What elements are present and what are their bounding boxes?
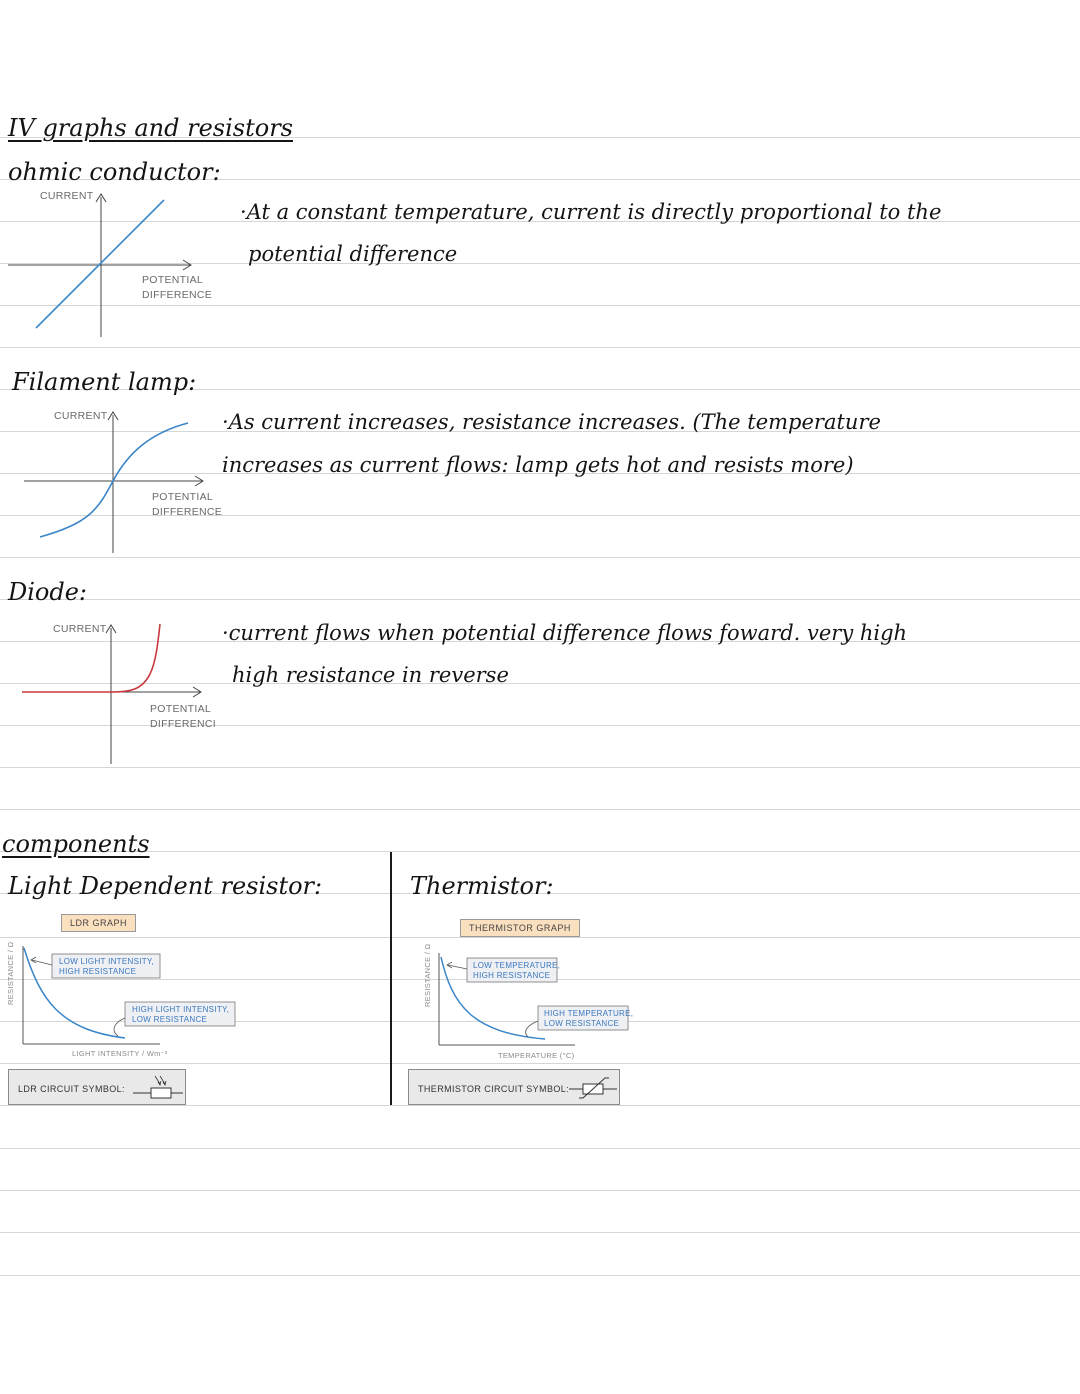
thermistor-symbol-label: THERMISTOR CIRCUIT SYMBOL: bbox=[418, 1084, 570, 1094]
x-axis-label-2: DIFFERENCE bbox=[142, 289, 213, 301]
y-axis-label: CURRENT bbox=[40, 190, 94, 202]
ruled-line bbox=[0, 557, 1080, 558]
column-divider bbox=[390, 852, 392, 1105]
ruled-line bbox=[0, 1232, 1080, 1233]
thermistor-callout-1-line2: HIGH RESISTANCE bbox=[473, 971, 551, 980]
page-title: IV graphs and resistors bbox=[8, 114, 293, 142]
ldr-callout-1-line1: LOW LIGHT INTENSITY, bbox=[59, 957, 155, 966]
x-axis-label-2: DIFFERENCE bbox=[152, 506, 223, 518]
ohmic-note-line1: ·At a constant temperature, current is directly proportional to the bbox=[240, 200, 942, 224]
ruled-line bbox=[0, 347, 1080, 348]
diode-heading: Diode: bbox=[8, 578, 88, 606]
filament-note-line2: increases as current flows: lamp gets hot and resists more) bbox=[222, 453, 854, 477]
thermistor-heading: Thermistor: bbox=[410, 872, 554, 900]
diode-note-line2: high resistance in reverse bbox=[232, 663, 509, 687]
ruled-line bbox=[0, 599, 1080, 600]
thermistor-callout-2-line1: HIGH TEMPERATURE, bbox=[544, 1009, 634, 1018]
ldr-callout-1-line2: HIGH RESISTANCE bbox=[59, 967, 137, 976]
thermistor-symbol-icon bbox=[567, 1074, 619, 1102]
ohmic-iv-graph bbox=[0, 185, 230, 340]
ruled-line bbox=[0, 937, 1080, 938]
callout-arrow-2 bbox=[526, 1021, 538, 1037]
filament-heading: Filament lamp: bbox=[12, 368, 197, 396]
callout-arrow-2 bbox=[114, 1018, 125, 1036]
y-axis-label: RESISTANCE / Ω bbox=[423, 943, 432, 1007]
ldr-graph-tag: LDR GRAPH bbox=[61, 914, 136, 932]
ruled-line bbox=[0, 1275, 1080, 1276]
thermistor-callout-1-line1: LOW TEMPERATURE, bbox=[473, 961, 561, 970]
y-axis-label: RESISTANCE / Ω bbox=[6, 941, 15, 1005]
diode-iv-graph bbox=[0, 618, 230, 768]
y-axis-label: CURRENT bbox=[53, 623, 107, 635]
x-axis-label: LIGHT INTENSITY / Wm⁻² bbox=[72, 1049, 168, 1058]
ruled-line bbox=[0, 1148, 1080, 1149]
ruled-line bbox=[0, 1190, 1080, 1191]
filament-curve bbox=[40, 423, 188, 537]
ldr-callout-2-line1: HIGH LIGHT INTENSITY, bbox=[132, 1005, 230, 1014]
ohmic-curve bbox=[36, 200, 164, 328]
x-axis-label-1: POTENTIAL bbox=[152, 491, 214, 503]
ohmic-heading: ohmic conductor: bbox=[8, 158, 221, 186]
ldr-graph bbox=[0, 940, 250, 1065]
filament-note-line1: ·As current increases, resistance increases. (The temperature bbox=[222, 410, 881, 434]
components-heading: components bbox=[2, 830, 150, 858]
y-axis-label: CURRENT bbox=[54, 410, 108, 422]
ruled-line bbox=[0, 851, 1080, 852]
ldr-callout-2-line2: LOW RESISTANCE bbox=[132, 1015, 208, 1024]
thermistor-graph bbox=[410, 945, 650, 1070]
filament-iv-graph bbox=[0, 405, 230, 555]
ldr-heading: Light Dependent resistor: bbox=[8, 872, 323, 900]
thermistor-callout-2-line2: LOW RESISTANCE bbox=[544, 1019, 620, 1028]
thermistor-graph-tag: THERMISTOR GRAPH bbox=[460, 919, 580, 937]
x-axis-label-1: POTENTIAL bbox=[150, 703, 212, 715]
ohmic-note-line2: potential difference bbox=[248, 242, 458, 266]
ruled-line bbox=[0, 809, 1080, 810]
ldr-symbol-icon bbox=[131, 1074, 183, 1102]
ldr-symbol-label: LDR CIRCUIT SYMBOL: bbox=[18, 1084, 125, 1094]
diode-note-line1: ·current flows when potential difference flows foward. very high bbox=[222, 621, 908, 645]
ldr-circuit-symbol-box bbox=[8, 1069, 186, 1105]
thermistor-circuit-symbol-box bbox=[408, 1069, 620, 1105]
x-axis-label-1: POTENTIAL bbox=[142, 274, 204, 286]
x-axis-label-2: DIFFERENCI bbox=[150, 718, 216, 730]
x-axis-label: TEMPERATURE (°C) bbox=[498, 1051, 575, 1060]
ruled-line bbox=[0, 1105, 1080, 1106]
